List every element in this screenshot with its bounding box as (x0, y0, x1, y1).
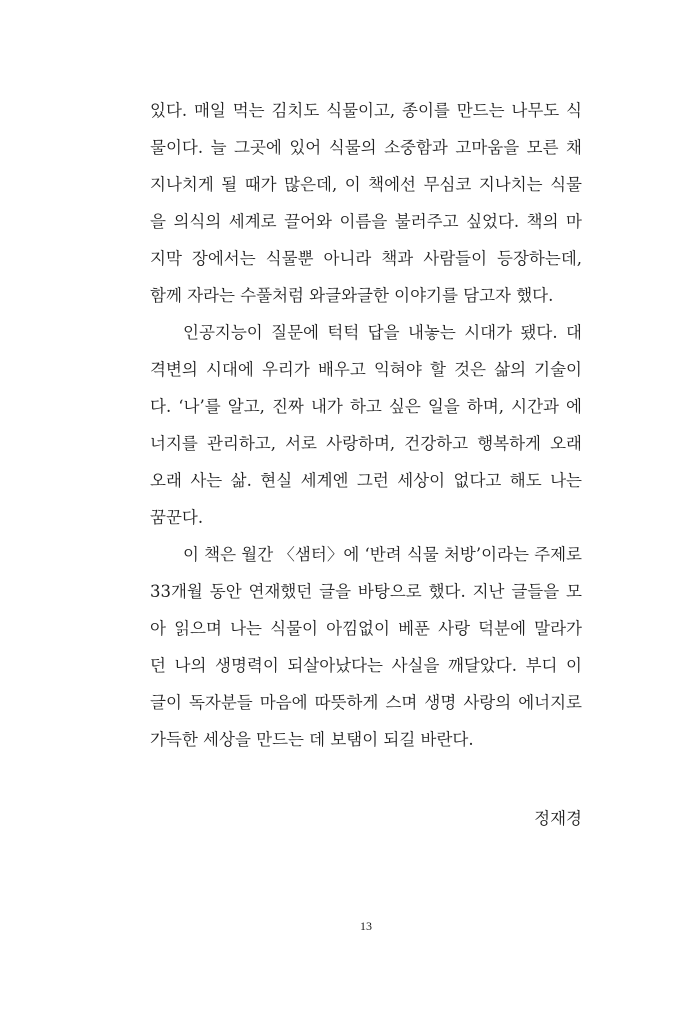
text-line: 오래 사는 삶. 현실 세계엔 그런 세상이 없다고 해도 나는 (150, 471, 582, 490)
text-line: 33개월 동안 연재했던 글을 바탕으로 했다. 지난 글들을 모 (150, 582, 582, 601)
text-line: 던 나의 생명력이 되살아났다는 사실을 깨달았다. 부디 이 (150, 656, 582, 675)
paragraph-2 (150, 314, 582, 536)
text-line: 글이 독자분들 마음에 따뜻하게 스며 생명 사랑의 에너지로 (150, 693, 582, 712)
text-line: 아 읽으며 나는 식물이 아낌없이 베푼 사랑 덕분에 말라가 (150, 619, 582, 638)
paragraph-1 (150, 92, 582, 314)
author-signature: 정재경 (534, 809, 582, 828)
page-number: 13 (360, 919, 372, 933)
text-line: 다. ‘나’를 알고, 진짜 내가 하고 싶은 일을 하며, 시간과 에 (150, 397, 582, 416)
text-line: 너지를 관리하고, 서로 사랑하며, 건강하고 행복하게 오래 (150, 434, 582, 453)
text-line: 꿈꾼다. (150, 508, 204, 527)
text-line: 지막 장에서는 식물뿐 아니라 책과 사람들이 등장하는데, (150, 249, 582, 268)
text-line: 인공지능이 질문에 턱턱 답을 내놓는 시대가 됐다. 대 (183, 323, 582, 342)
text-line: 을 의식의 세계로 끌어와 이름을 불러주고 싶었다. 책의 마 (150, 212, 582, 231)
text-line: 지나치게 될 때가 많은데, 이 책에선 무심코 지나치는 식물 (150, 175, 582, 194)
text-line: 물이다. 늘 그곳에 있어 식물의 소중함과 고마움을 모른 채 (150, 138, 582, 157)
body-text (150, 92, 582, 758)
text-line: 이 책은 월간 〈샘터〉에 ‘반려 식물 처방’이라는 주제로 (183, 545, 582, 564)
text-line: 있다. 매일 먹는 김치도 식물이고, 종이를 만드는 나무도 식 (150, 101, 582, 120)
text-line: 격변의 시대에 우리가 배우고 익혀야 할 것은 삶의 기술이 (150, 360, 582, 379)
text-line: 가득한 세상을 만드는 데 보탬이 되길 바란다. (150, 730, 474, 749)
paragraph-3 (150, 536, 582, 758)
text-line: 함께 자라는 수풀처럼 와글와글한 이야기를 담고자 했다. (150, 286, 554, 305)
